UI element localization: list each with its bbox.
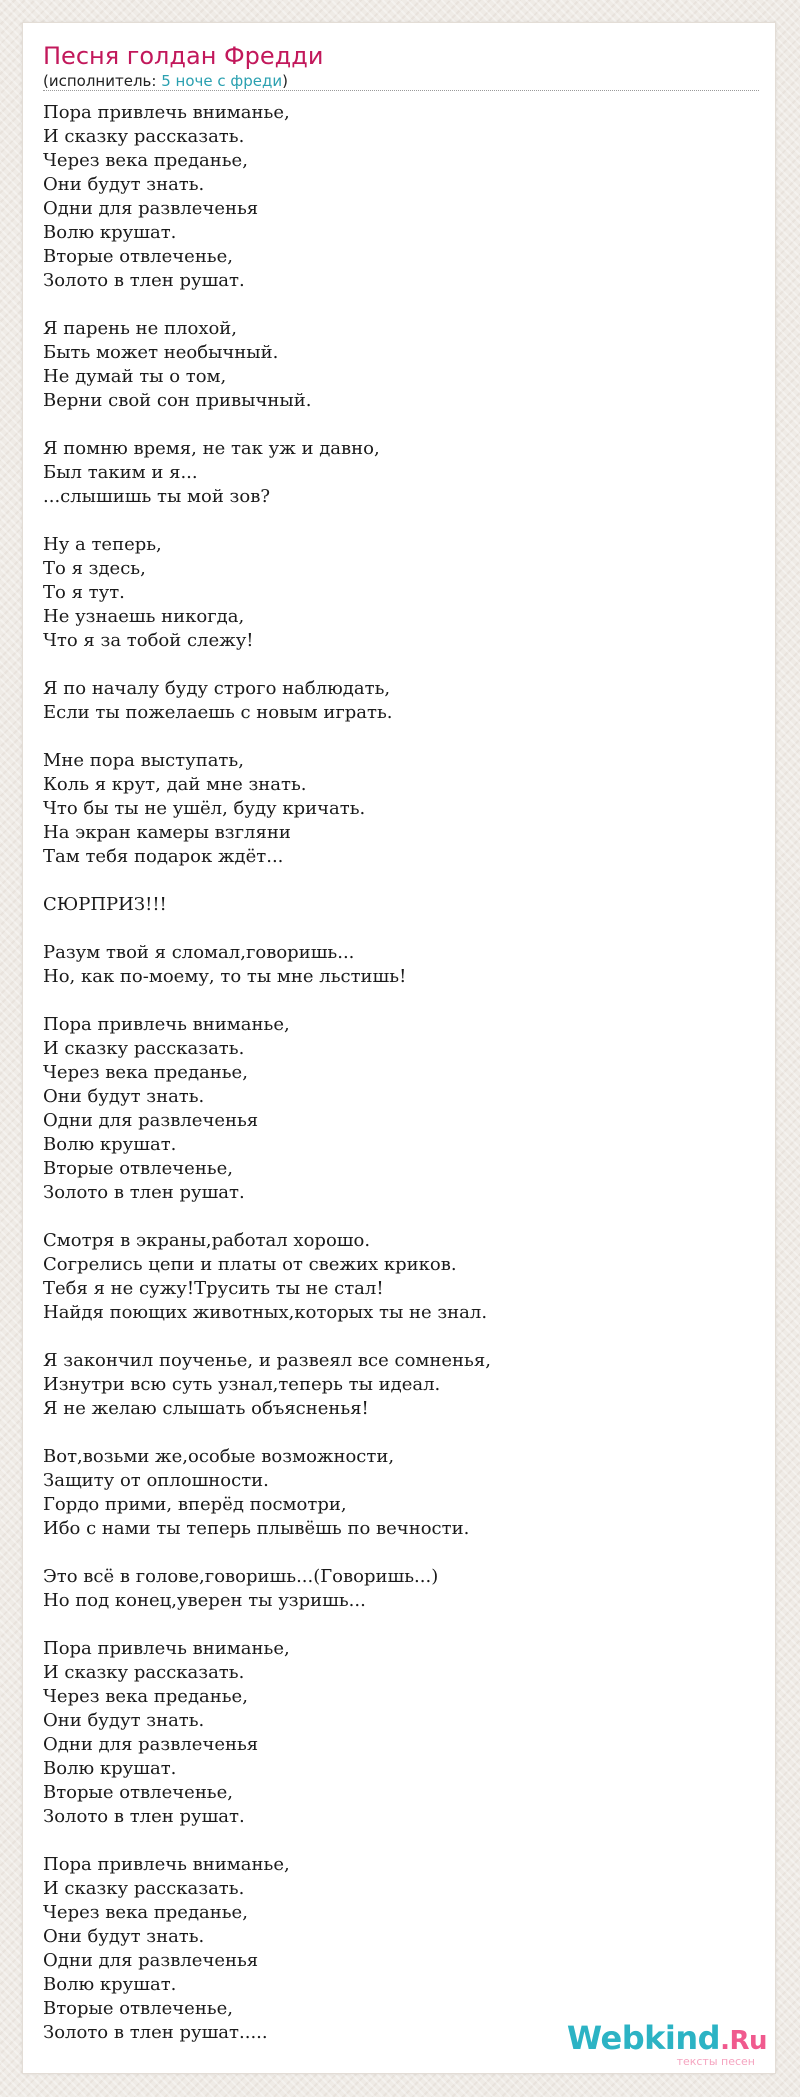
logo-tld: .Ru [720, 2026, 767, 2056]
logo-name: Webkind [566, 2019, 721, 2057]
lyrics-text: Пора привлечь вниманье, И сказку рассказать. Через века преданье, Они будут знать. Одни для развлеченья Волю крушат. Вторые отвлеченье, Золото в тлен рушат. Я парень не плохой, Быть может необычный. Не думай ты о том, Верни свой сон привычный. Я помню время, не так уж и давно, Был таким и я... ...слышишь ты мой зов? Ну а теперь, То я здесь, То я тут. Не узнаешь никогда, Что я за тобой слежу! Я по началу буду строго наблюдать, Если ты пожелаешь с новым играть. Мне пора выступать, Коль я крут, дай мне знать. Что бы ты не ушёл, буду кричать. На экран камеры взгляни Там тебя подарок ждёт... СЮРПРИЗ!!! Разум твой я сломал,говоришь... Но, как по-моему, то ты мне льстишь! Пора привлечь вниманье, И сказку рассказать. Через века преданье, Они будут знать. Одни для развлеченья Волю крушат. Вторые отвлеченье, Золото в тлен рушат. Смотря в экраны,работал хорошо. Согрелись цепи и платы от свежих криков. Тебя я не сужу!Трусить ты не стал! Найдя поющих животных,которых ты не знал. Я закончил поученье, и развеял все сомненья, Изнутри всю суть узнал,теперь ты идеал. Я не желаю слышать объясненья! Вот,возьми же,особые возможности, Защиту от оплошности. Гордо прими, вперёд посмотри, Ибо с нами ты теперь плывёшь по вечности. Это всё в голове,говоришь...(Говоришь...) Но под конец,уверен ты узришь... Пора привлечь вниманье, И сказку рассказать. Через века преданье, Они будут знать. Одни для развлеченья Волю крушат. Вторые отвлеченье, Золото в тлен рушат. Пора привлечь вниманье, И сказку рассказать. Через века преданье, Они будут знать. Одни для развлеченья Волю крушат. Вторые отвлеченье, Золото в тлен рушат..... [43, 102, 491, 2043]
artist-suffix: ) [282, 72, 288, 90]
lyrics-card [22, 22, 776, 2074]
site-logo[interactable] [557, 2019, 767, 2069]
logo-tagline: тексты песен [676, 2055, 755, 2068]
artist-prefix: (исполнитель: [43, 72, 162, 90]
song-title: Песня голдан Фредди [43, 42, 324, 70]
title-divider [43, 90, 759, 91]
artist-line [43, 71, 288, 91]
logo-wordmark [567, 2019, 767, 2060]
artist-link[interactable]: 5 ноче с фреди [161, 72, 283, 90]
